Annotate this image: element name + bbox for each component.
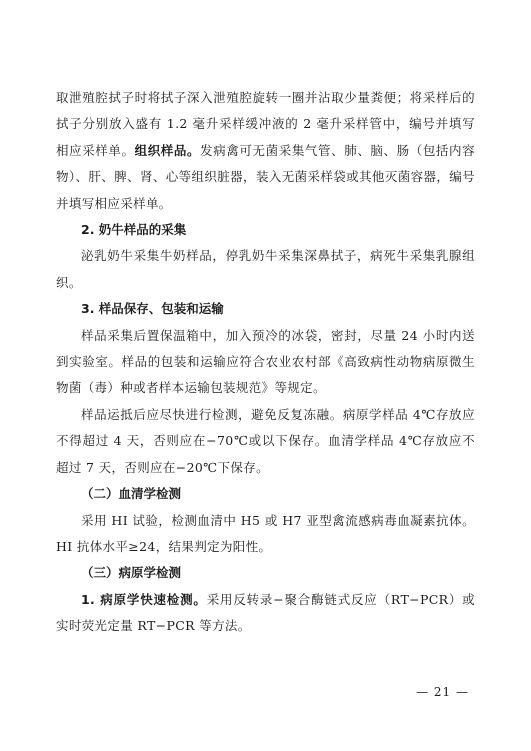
paragraph-pathogen <box>56 587 475 640</box>
document-body <box>56 85 475 640</box>
paragraph-milk: 泌乳奶牛采集牛奶样品，停乳奶牛采集深鼻拭子，病死牛采集乳腺组织。 <box>56 248 475 290</box>
paragraph-storage-2: 样品运抵后应尽快进行检测，避免反复冻融。病原学样品 4℃存放应不得超过 4 天，否则应在−70℃或以下保存。血清学样品 4℃存放应不超过 7 天，否则应在−20℃下保存。 <box>56 406 475 475</box>
paragraph-serology: 采用 HI 试验，检测血清中 H5 或 H7 亚型禽流感病毒血凝素抗体。HI 抗体水平≥24，结果判定为阳性。 <box>56 512 475 554</box>
rapid-test-text: 采用反转录−聚合酶链式反应（RT−PCR）或实时荧光定量 RT−PCR 等方法。 <box>56 591 475 634</box>
paragraph-sampling <box>56 85 475 217</box>
section-heading-serology: （二）血清学检测 <box>81 486 182 502</box>
section-heading-milk: 2. 奶牛样品的采集 <box>81 222 187 238</box>
paragraph-storage-1: 样品采集后置保温箱中，加入预冷的冰袋，密封，尽量 24 小时内送到实验室。样品的包装和运输应符合农业农村部《高致病性动物病原微生物菌（毒）种或者样本运输包装规范》等规定。 <box>56 327 475 396</box>
page-number: — 21 — <box>416 685 469 699</box>
section-heading-storage: 3. 样品保存、包装和运输 <box>81 301 224 317</box>
tissue-sample-heading: 组织样品。 <box>134 142 201 158</box>
rapid-test-heading: 1. 病原学快速检测。 <box>81 591 207 607</box>
sampling-text: 取泄殖腔拭子时将拭子深入泄殖腔旋转一圈并沾取少量粪便；将采样后的拭子分别放入盛有 1.2 毫升采样缓冲液的 2 毫升采样管中，编号并填写相应采样单。 <box>56 90 475 158</box>
section-heading-pathogen: （三）病原学检测 <box>81 565 182 581</box>
tissue-sample-text: 发病禽可无菌采集气管、肺、脑、肠（包括内容物）、肝、脾、肾、心等组织脏器，装入无菌采样袋或其他灭菌容器，编号并填写相应采样单。 <box>56 142 475 211</box>
